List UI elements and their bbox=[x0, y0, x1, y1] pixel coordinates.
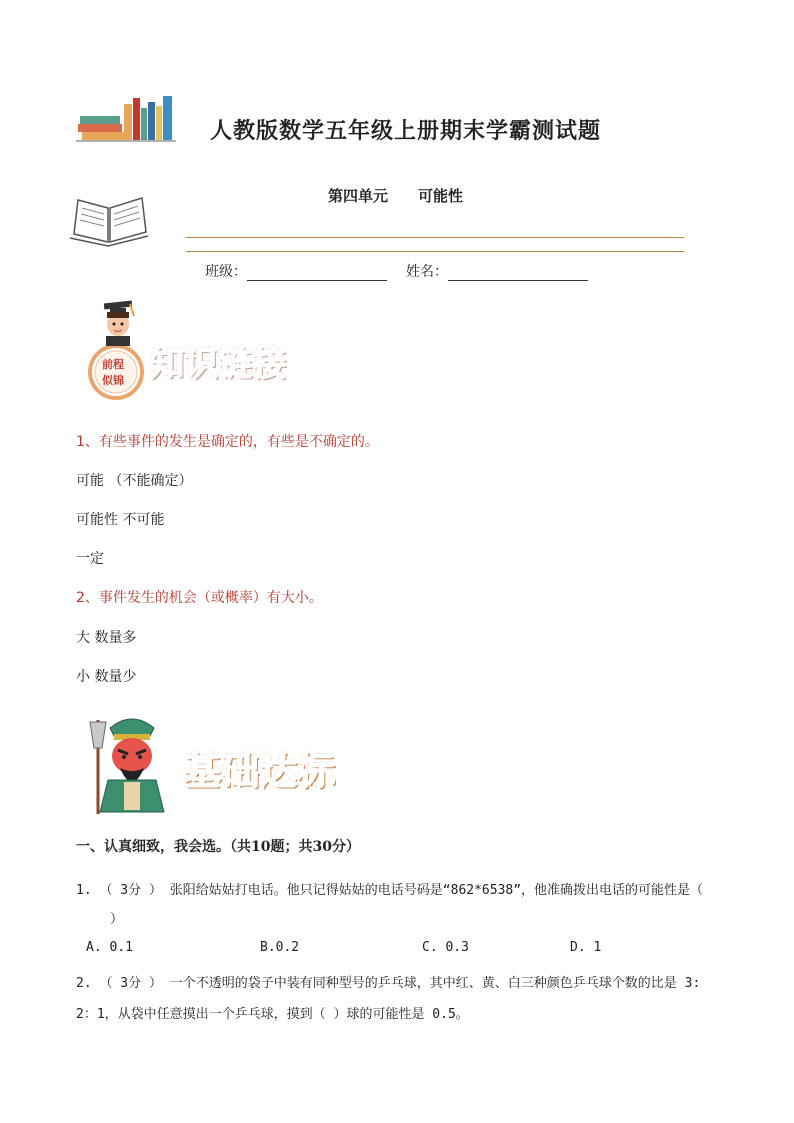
class-blank[interactable] bbox=[247, 266, 387, 281]
class-field bbox=[205, 261, 387, 281]
badge-text-top: 前程 bbox=[102, 358, 124, 371]
unit-number: 第四单元 bbox=[328, 187, 389, 205]
knowledge-point-1: 1、有些事件的发生是确定的，有些是不确定的。 bbox=[76, 434, 379, 450]
graduate-mascot-icon bbox=[78, 300, 156, 400]
knowledge-line: 一定 bbox=[76, 551, 104, 567]
unit-topic: 可能性 bbox=[418, 187, 464, 205]
unit-title bbox=[328, 185, 463, 206]
knowledge-line: 大 数量多 bbox=[76, 630, 137, 646]
page-title: 人教版数学五年级上册期末学霸测试题 bbox=[210, 118, 602, 144]
knowledge-line: 可能 （不能确定） bbox=[76, 473, 193, 489]
knowledge-line: 小 数量少 bbox=[76, 669, 137, 685]
section-heading: 一、认真细致，我会选。（共10题；共30分） bbox=[76, 839, 360, 855]
option-c[interactable]: C. 0.3 bbox=[422, 940, 469, 955]
option-d[interactable]: D. 1 bbox=[570, 940, 602, 955]
banner-knowledge-link: 知识链接 bbox=[150, 344, 286, 384]
books-icon bbox=[76, 94, 176, 142]
knowledge-line: 可能性 不可能 bbox=[76, 512, 165, 528]
name-field bbox=[406, 261, 588, 281]
knowledge-point-2: 2、事件发生的机会（或概率）有大小。 bbox=[76, 590, 323, 606]
class-label: 班级： bbox=[205, 264, 247, 280]
option-b[interactable]: B.0.2 bbox=[260, 940, 300, 955]
badge-text-bottom: 似锦 bbox=[102, 374, 124, 387]
name-blank[interactable] bbox=[448, 266, 588, 281]
question-1-bracket: ） bbox=[110, 912, 124, 927]
question-2-text: 2. （ 3分 ） 一个不透明的袋子中装有同种型号的乒乓球，其中红、黄、白三种颜色乒乓球个数的比是 3: bbox=[76, 976, 701, 991]
banner-basic-standard: 基础达标 bbox=[183, 749, 336, 793]
open-book-icon bbox=[68, 194, 152, 248]
option-a[interactable]: A. 0.1 bbox=[86, 940, 133, 955]
divider-line bbox=[186, 237, 684, 238]
guan-yu-mascot-icon bbox=[84, 708, 180, 818]
question-2-continuation: 2：1，从袋中任意摸出一个乒乓球，摸到（ ）球的可能性是 0.5。 bbox=[76, 1007, 469, 1022]
name-label: 姓名： bbox=[406, 264, 448, 280]
divider-line bbox=[186, 251, 684, 252]
question-1-text: 1. （ 3分 ） 张阳给姑姑打电话。他只记得姑姑的电话号码是“862*6538”，他准确拨出电话的可能性是（ bbox=[76, 883, 704, 898]
